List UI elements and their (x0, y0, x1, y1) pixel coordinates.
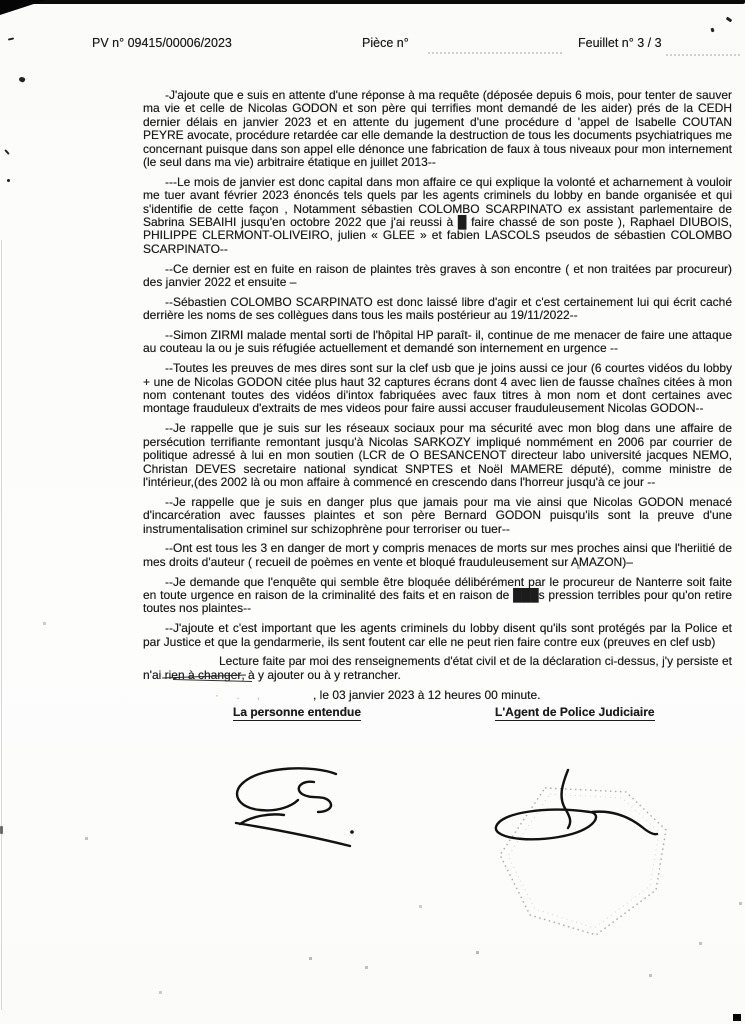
scan-speck (726, 17, 733, 23)
signature-vertical-stroke (562, 770, 571, 828)
scan-left-edge-artifact (1, 240, 2, 1010)
scan-bottom-right-artifact (733, 1014, 741, 1021)
scan-corner-artifact (0, 0, 46, 15)
interviewee-signature-scribble (218, 766, 378, 866)
feuillet-number: Feuillet n° 3 / 3 (578, 36, 662, 50)
statement-paragraph: --Ont est tous les 3 en danger de mort y compris menaces de morts sur mes proches ainsi que l'heriitié de mes droits d'auteur ( recueil de poèmes en vente et bloqué frauduleusement sur AMAZON)– (143, 541, 732, 569)
date-line (143, 689, 732, 702)
scan-speck (18, 76, 26, 83)
scan-speck (0, 826, 3, 834)
closing-statement (143, 655, 732, 682)
piece-number-label: Pièce n° (362, 36, 409, 50)
scan-speck (710, 28, 714, 33)
scan-speck (8, 37, 14, 40)
scan-dust (0, 0, 1, 1)
closing-text-pre: Lecture faite par moi des renseignements d'état civil et de la déclaration ci-dessus, j'y persiste et n'ai (143, 654, 732, 682)
statement-paragraph: --J'ajoute et c'est important que les agents criminels du lobby disent qu'ils sont protégés par la Police et par Justice et que la gendarmerie, ils sent foutent car elle ne peut rien faire contre eux (preuves en clef usb) (143, 621, 732, 649)
date-text: , le 03 janvier 2023 à 12 heures 00 minute. (313, 688, 541, 703)
signature-loop (496, 810, 596, 840)
statement-paragraph: --Sébastien COLOMBO SCARPINATO est donc laissé libre d'agir et c'est certainement lui qui écrit caché derrière les noms de ses collègues dans tous les mails postérieur au 19/11/2022-- (143, 294, 732, 323)
statement-paragraph: --Je rappelle que je suis sur les réseaux sociaux pour ma sécurité avec mon blog dans une affaire de persécution terrifiante remontant jusqu'à Nicolas SARKOZY impliqué nommément en 2006 par courrier de politique adressé à lui en mon soutien (LCR de O BESANCENOT directeur labo université jacques NEMO, Christan DEVES secretaire national syndicat SNPTES et Noël MAMERE député), comme ministre de l'intérieur,(des 2002 là ou mon affaire à commencé en crescendo dans l'horreur jusqu'à ce jour -- (143, 421, 732, 489)
officer-stamp-and-signature (478, 758, 693, 973)
scan-speck (7, 179, 10, 182)
closing-text-post: , à y ajouter ou à y retrancher. (241, 667, 401, 682)
statement-paragraph: --Je demande que l'enquête qui semble être bloquée délibérément par le procureur de Nanterre soit faite en toute urgence en raison de la criminalité des faits et en raison de ███s pression terribles pour qu'on retire toutes nos plaintes-- (143, 574, 732, 616)
officer-signature-label: L'Agent de Police Judiciaire (495, 706, 655, 721)
statement-paragraph: -J'ajoute que e suis en attente d'une réponse à ma requête (déposée depuis 6 mois, pour tenter de sauver ma vie et celle de Nicolas GODON et son père qui terrifies mont demandé de les aider) prés de la CEDH dernier délais en janvier 2023 et en attente du jugement d'une procédure d 'appel de Isabelle COUTAN PEYRE avocate, procédure retardée car elle demande la destruction de tous les documents psychiatriques me concernant puisque dans son appel elle dénonce une fabrication de faux à tous niveaux pour mon internement (le seul dans ma vie) arbitraire étatique en juillet 2013-- (143, 88, 732, 170)
scan-dotted-line (666, 54, 740, 56)
statement-body (143, 89, 732, 724)
statement-paragraph: --Je rappelle que je suis en danger plus que jamais pour ma vie ainsi que Nicolas GODON menacé d'incarcération avec fausses plaintes et son père Bernard GODON puisqu'ils sont la preuve d'une instrumentalisation criminel sur schizophrène pour terroriser ou tuer-- (143, 494, 732, 536)
scan-speck (4, 149, 10, 155)
struck-through-words: rien à changer (164, 667, 242, 682)
faded-place-name: · . ‚ (215, 688, 267, 703)
interviewee-signature-label: La personne entendue (233, 706, 361, 721)
scan-top-edge-artifact (0, 0, 745, 4)
statement-paragraph: ---Le mois de janvier est donc capital dans mon affaire ce qui explique la volonté et acharnement à vouloir me tuer avant février 2023 énoncés tels quels par les agents criminels du lobby en bande organisée et qui s'identifie de cette façon , Notamment sébastien COLOMBO SCARPINATO ex assistant parlementaire de Sabrina SEBAIHI jusqu'en octobre 2022 que j'ai reussi à █ faire chassé de son poste ), Raphael DIUBOIS, PHILIPPE CLERMONT-OLIVEIRO, julien « GLEE » et fabien LASCOLS pseudos de sébastien COLOMBO SCARPINATO-- (143, 174, 732, 256)
statement-paragraph: --Toutes les preuves de mes dires sont sur la clef usb que je joins aussi ce jour (6 courtes vidéos du lobby + une de Nicolas GODON citée plus haut 32 captures écrans dont 4 avec lien de fausse chaînes citées à mon nom contenant toutes des vidéos di'intox fabriquées avec faux titres à mon nom et dont certaines avec montage frauduleux d'extraits de mes videos pour faire aussi accuser frauduleusement Nicolas GODON-- (143, 361, 732, 416)
statement-paragraph: --Simon ZIRMI malade mental sorti de l'hôpital HP paraît- il, continue de me menacer de faire une attaque au couteau la ou je suis réfugiée actuellement et demandé son internement en urgence -- (143, 328, 732, 356)
scan-dotted-line (428, 52, 562, 54)
signature-labels-row (143, 706, 732, 724)
pv-number: PV n° 09415/00006/2023 (92, 36, 232, 50)
statement-paragraph: --Ce dernier est en fuite en raison de plaintes très graves à son encontre ( et non traitées par procureur) des janvier 2022 et ensuite – (143, 261, 732, 290)
signature-tail (592, 812, 657, 835)
